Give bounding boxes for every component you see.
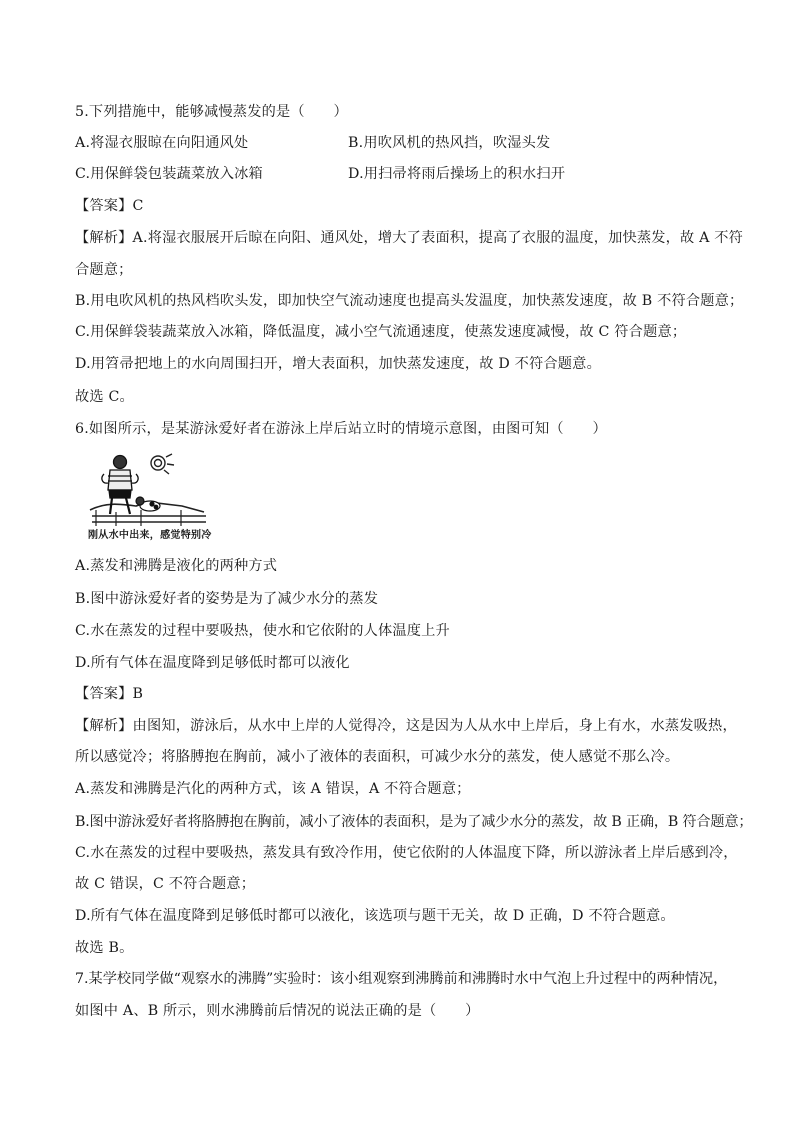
q5-analysis-line: B.用电吹风机的热风档吹头发，即加快空气流动速度也提高头发温度，加快蒸发速度，故 B 不符合题意；: [75, 293, 744, 309]
q5-answer: 【答案】C: [75, 198, 144, 214]
q5-option-b: B.用吹风机的热风挡，吹湿头发: [348, 135, 551, 151]
q6-analysis-line: 故选 B。: [75, 940, 134, 956]
q6-option-b: B.图中游泳爱好者的姿势是为了减少水分的蒸发: [75, 591, 379, 607]
q5-analysis-line: D.用笤帚把地上的水向周围扫开，增大表面积，加快蒸发速度，故 D 不符合题意。: [75, 356, 601, 372]
q6-analysis-line: 所以感觉冷；将胳膊抱在胸前，减小了液体的表面积，可减少水分的蒸发，使人感觉不那么冷。: [75, 749, 680, 765]
q5-option-a: A.将湿衣服晾在向阳通风处: [75, 135, 249, 151]
q7-stem-line: 7.某学校同学做“观察水的沸腾”实验时：该小组观察到沸腾前和沸腾时水中气泡上升过程中的两种情况，: [75, 971, 728, 987]
q5-stem: 5.下列措施中，能够减慢蒸发的是（ ）: [75, 104, 348, 120]
q6-option-a: A.蒸发和沸腾是液化的两种方式: [75, 558, 278, 574]
q6-analysis-line: 故 C 错误，C 不符合题意；: [75, 876, 256, 892]
q6-option-c: C.水在蒸发的过程中要吸热，使水和它依附的人体温度上升: [75, 623, 450, 639]
q7-stem-line: 如图中 A、B 所示，则水沸腾前后情况的说法正确的是（ ）: [75, 1003, 480, 1019]
q6-analysis-line: B.图中游泳爱好者将胳膊抱在胸前，减小了液体的表面积，是为了减少水分的蒸发，故 B 正确，B 符合题意；: [75, 814, 753, 830]
sun-icon: [151, 454, 174, 474]
q6-analysis-line: C.水在蒸发的过程中要吸热，蒸发具有致冷作用，使它依附的人体温度下降，所以游泳者上岸后感到冷，: [75, 845, 738, 861]
q5-analysis-line: 【解析】A.将湿衣服展开后晾在向阳、通风处，增大了表面积，提高了衣服的温度，加快蒸发，故 A 不符: [75, 230, 744, 246]
q6-option-d: D.所有气体在温度降到足够低时都可以液化: [75, 655, 350, 671]
q6-analysis-line: 【解析】由图知，游泳后，从水中上岸的人觉得冷，这是因为人从水中上岸后，身上有水，水蒸发吸热，: [75, 718, 737, 734]
figure-caption: 刚从水中出来，感觉特别冷: [88, 530, 212, 541]
q5-option-d: D.用扫帚将雨后操场上的积水扫开: [348, 166, 566, 182]
q6-stem: 6.如图所示，是某游泳爱好者在游泳上岸后站立时的情境示意图，由图可知（ ）: [75, 421, 607, 437]
dog-figure: [136, 497, 160, 511]
q6-analysis-line: D.所有气体在温度降到足够低时都可以液化，该选项与题干无关，故 D 正确，D 不符合题意。: [75, 908, 675, 924]
q5-analysis-line: C.用保鲜袋装蔬菜放入冰箱，降低温度，减小空气流通速度，使蒸发速度减慢，故 C 符合题意；: [75, 324, 687, 340]
q5-analysis-line: 合题意；: [75, 262, 133, 278]
q6-answer: 【答案】B: [75, 686, 144, 702]
q6-analysis-line: A.蒸发和沸腾是汽化的两种方式，该 A 错误，A 不符合题意；: [75, 781, 471, 797]
q5-analysis-line: 故选 C。: [75, 389, 134, 405]
q5-option-c: C.用保鲜袋包装蔬菜放入冰箱: [75, 166, 263, 182]
